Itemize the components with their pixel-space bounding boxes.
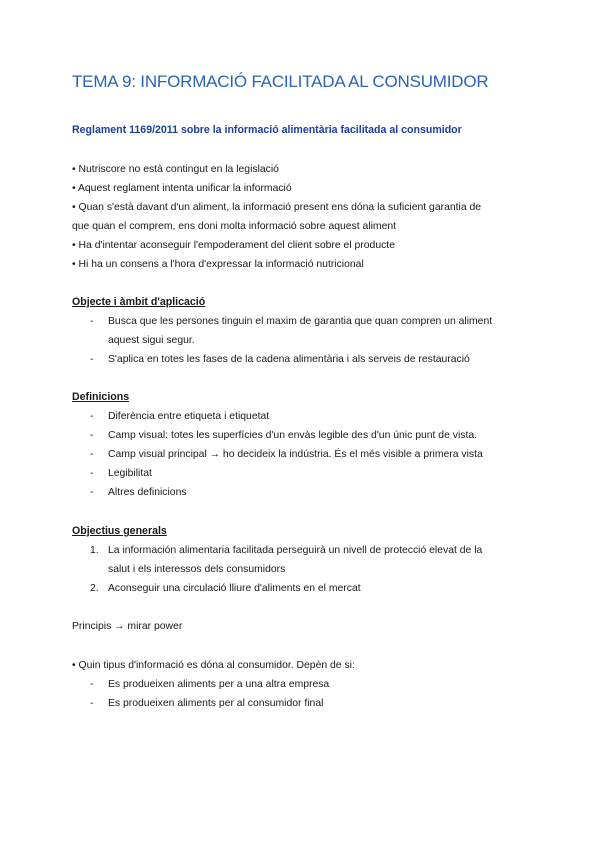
dash-marker: -	[90, 468, 94, 479]
tipus-item: Es produeixen aliments per al consumidor final	[108, 698, 324, 709]
section-heading-objectius: Objectius generals	[72, 525, 167, 537]
tipus-intro: • Quin tipus d'informació es dóna al consumidor. Depèn de si:	[72, 660, 355, 671]
dash-marker: -	[90, 354, 94, 365]
dash-marker: -	[90, 316, 94, 327]
definicio-item: Diferència entre etiqueta i etiquetat	[108, 411, 270, 422]
dash-marker: -	[90, 430, 94, 441]
principis-line: Principis → mirar power	[72, 621, 183, 632]
list-number: 2.	[90, 583, 99, 594]
definicio-item: Legibilitat	[108, 468, 152, 479]
objectiu-item: La información alimentaria facilitada perseguirà un nivell de protecció elevat de la	[108, 545, 483, 556]
objecte-item-continuation: aquest sigui segur.	[108, 335, 195, 346]
dash-marker: -	[90, 411, 94, 422]
definicio-item: Camp visual principal → ho decideix la indústria. És el més visible a primera vista	[108, 449, 483, 460]
objecte-item: Busca que les persones tinguin el maxim de garantia que quan compren un aliment	[108, 316, 493, 327]
regulation-subtitle: Reglament 1169/2011 sobre la informació alimentària facilitada al consumidor	[72, 124, 462, 136]
intro-bullet: • Aquest reglament intenta unificar la informació	[72, 183, 292, 194]
definicio-item: Camp visual: totes les superfícies d'un envàs legible des d'un únic punt de vista.	[108, 430, 478, 441]
section-heading-definicions: Definicions	[72, 391, 130, 403]
definicio-item: Altres definicions	[108, 487, 187, 498]
tipus-item: Es produeixen aliments per a una altra empresa	[108, 679, 330, 690]
objectiu-item: Aconseguir una circulació lliure d'aliments en el mercat	[108, 583, 361, 594]
dash-marker: -	[90, 449, 94, 460]
page-title: TEMA 9: INFORMACIÓ FACILITADA AL CONSUMIDOR	[72, 72, 489, 91]
objecte-item: S'aplica en totes les fases de la cadena alimentària i als serveis de restauració	[108, 354, 470, 365]
dash-marker: -	[90, 487, 94, 498]
intro-bullet-continuation: que quan el comprem, ens doni molta informació sobre aquest aliment	[72, 221, 397, 232]
dash-marker: -	[90, 679, 94, 690]
intro-bullet: • Hi ha un consens a l'hora d'expressar la informació nutricional	[72, 259, 364, 270]
list-number: 1.	[90, 545, 99, 556]
dash-marker: -	[90, 698, 94, 709]
intro-bullet: • Quan s'està davant d'un aliment, la informació present ens dóna la suficient garantia de	[72, 202, 482, 213]
intro-bullet: • Nutriscore no està contingut en la legislació	[72, 164, 279, 175]
objectiu-item-continuation: salut i els interessos dels consumidors	[108, 564, 286, 575]
section-heading-objecte: Objecte i àmbit d'aplicació	[72, 296, 206, 308]
intro-bullet: • Ha d'intentar aconseguir l'empoderament del client sobre el producte	[72, 240, 395, 251]
